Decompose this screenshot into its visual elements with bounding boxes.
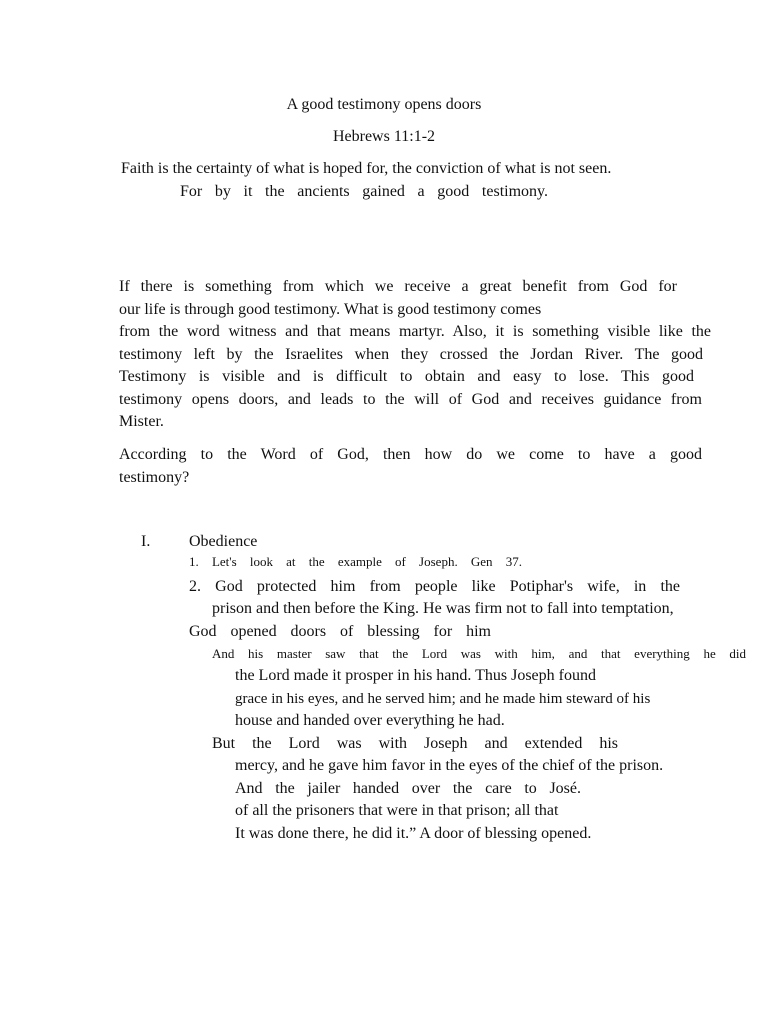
section-numeral: I.: [141, 533, 151, 550]
document-title: A good testimony opens doors: [286, 96, 482, 113]
blessing-line: God opened doors of blessing for him: [189, 623, 491, 640]
verse-line-2: For by it the ancients gained a good testimony.: [180, 183, 548, 200]
intro-line: Mister.: [119, 413, 164, 430]
intro-line: Testimony is visible and is difficult to obtain and easy to lose. This good: [119, 368, 694, 385]
list-item-2-line-1: 2. God protected him from people like Potiphar's wife, in the: [189, 578, 680, 595]
verse-line-1: Faith is the certainty of what is hoped for, the conviction of what is not seen.: [121, 160, 612, 177]
quote-line: house and handed over everything he had.: [235, 712, 505, 729]
intro-line: our life is through good testimony. What is good testimony comes: [119, 301, 542, 318]
list-item-1: 1. Let's look at the example of Joseph. Gen 37.: [189, 554, 522, 569]
intro-line: testimony opens doors, and leads to the will of God and receives guidance from: [119, 391, 702, 408]
intro-line: testimony left by the Israelites when they crossed the Jordan River. The good: [119, 346, 703, 363]
question-line: According to the Word of God, then how do we come to have a good: [119, 446, 702, 463]
quote-line: But the Lord was with Joseph and extended his: [212, 735, 618, 752]
scripture-reference: Hebrews 11:1-2: [332, 128, 436, 145]
quote-line: the Lord made it prosper in his hand. Thus Joseph found: [235, 667, 596, 684]
section-heading: Obedience: [189, 533, 258, 550]
quote-line: And the jailer handed over the care to José.: [235, 780, 581, 797]
quote-line: of all the prisoners that were in that prison; all that: [235, 802, 559, 819]
quote-line: mercy, and he gave him favor in the eyes of the chief of the prison.: [235, 757, 664, 774]
intro-line: If there is something from which we receive a great benefit from God for: [119, 278, 677, 295]
intro-line: from the word witness and that means martyr. Also, it is something visible like the: [119, 323, 711, 340]
question-line: testimony?: [119, 469, 190, 486]
list-item-2-line-2: prison and then before the King. He was firm not to fall into temptation,: [212, 600, 674, 617]
quote-line: grace in his eyes, and he served him; and he made him steward of his: [235, 691, 651, 707]
quote-line: And his master saw that the Lord was with him, and that everything he did: [212, 646, 746, 661]
quote-line: It was done there, he did it.” A door of blessing opened.: [235, 825, 592, 842]
